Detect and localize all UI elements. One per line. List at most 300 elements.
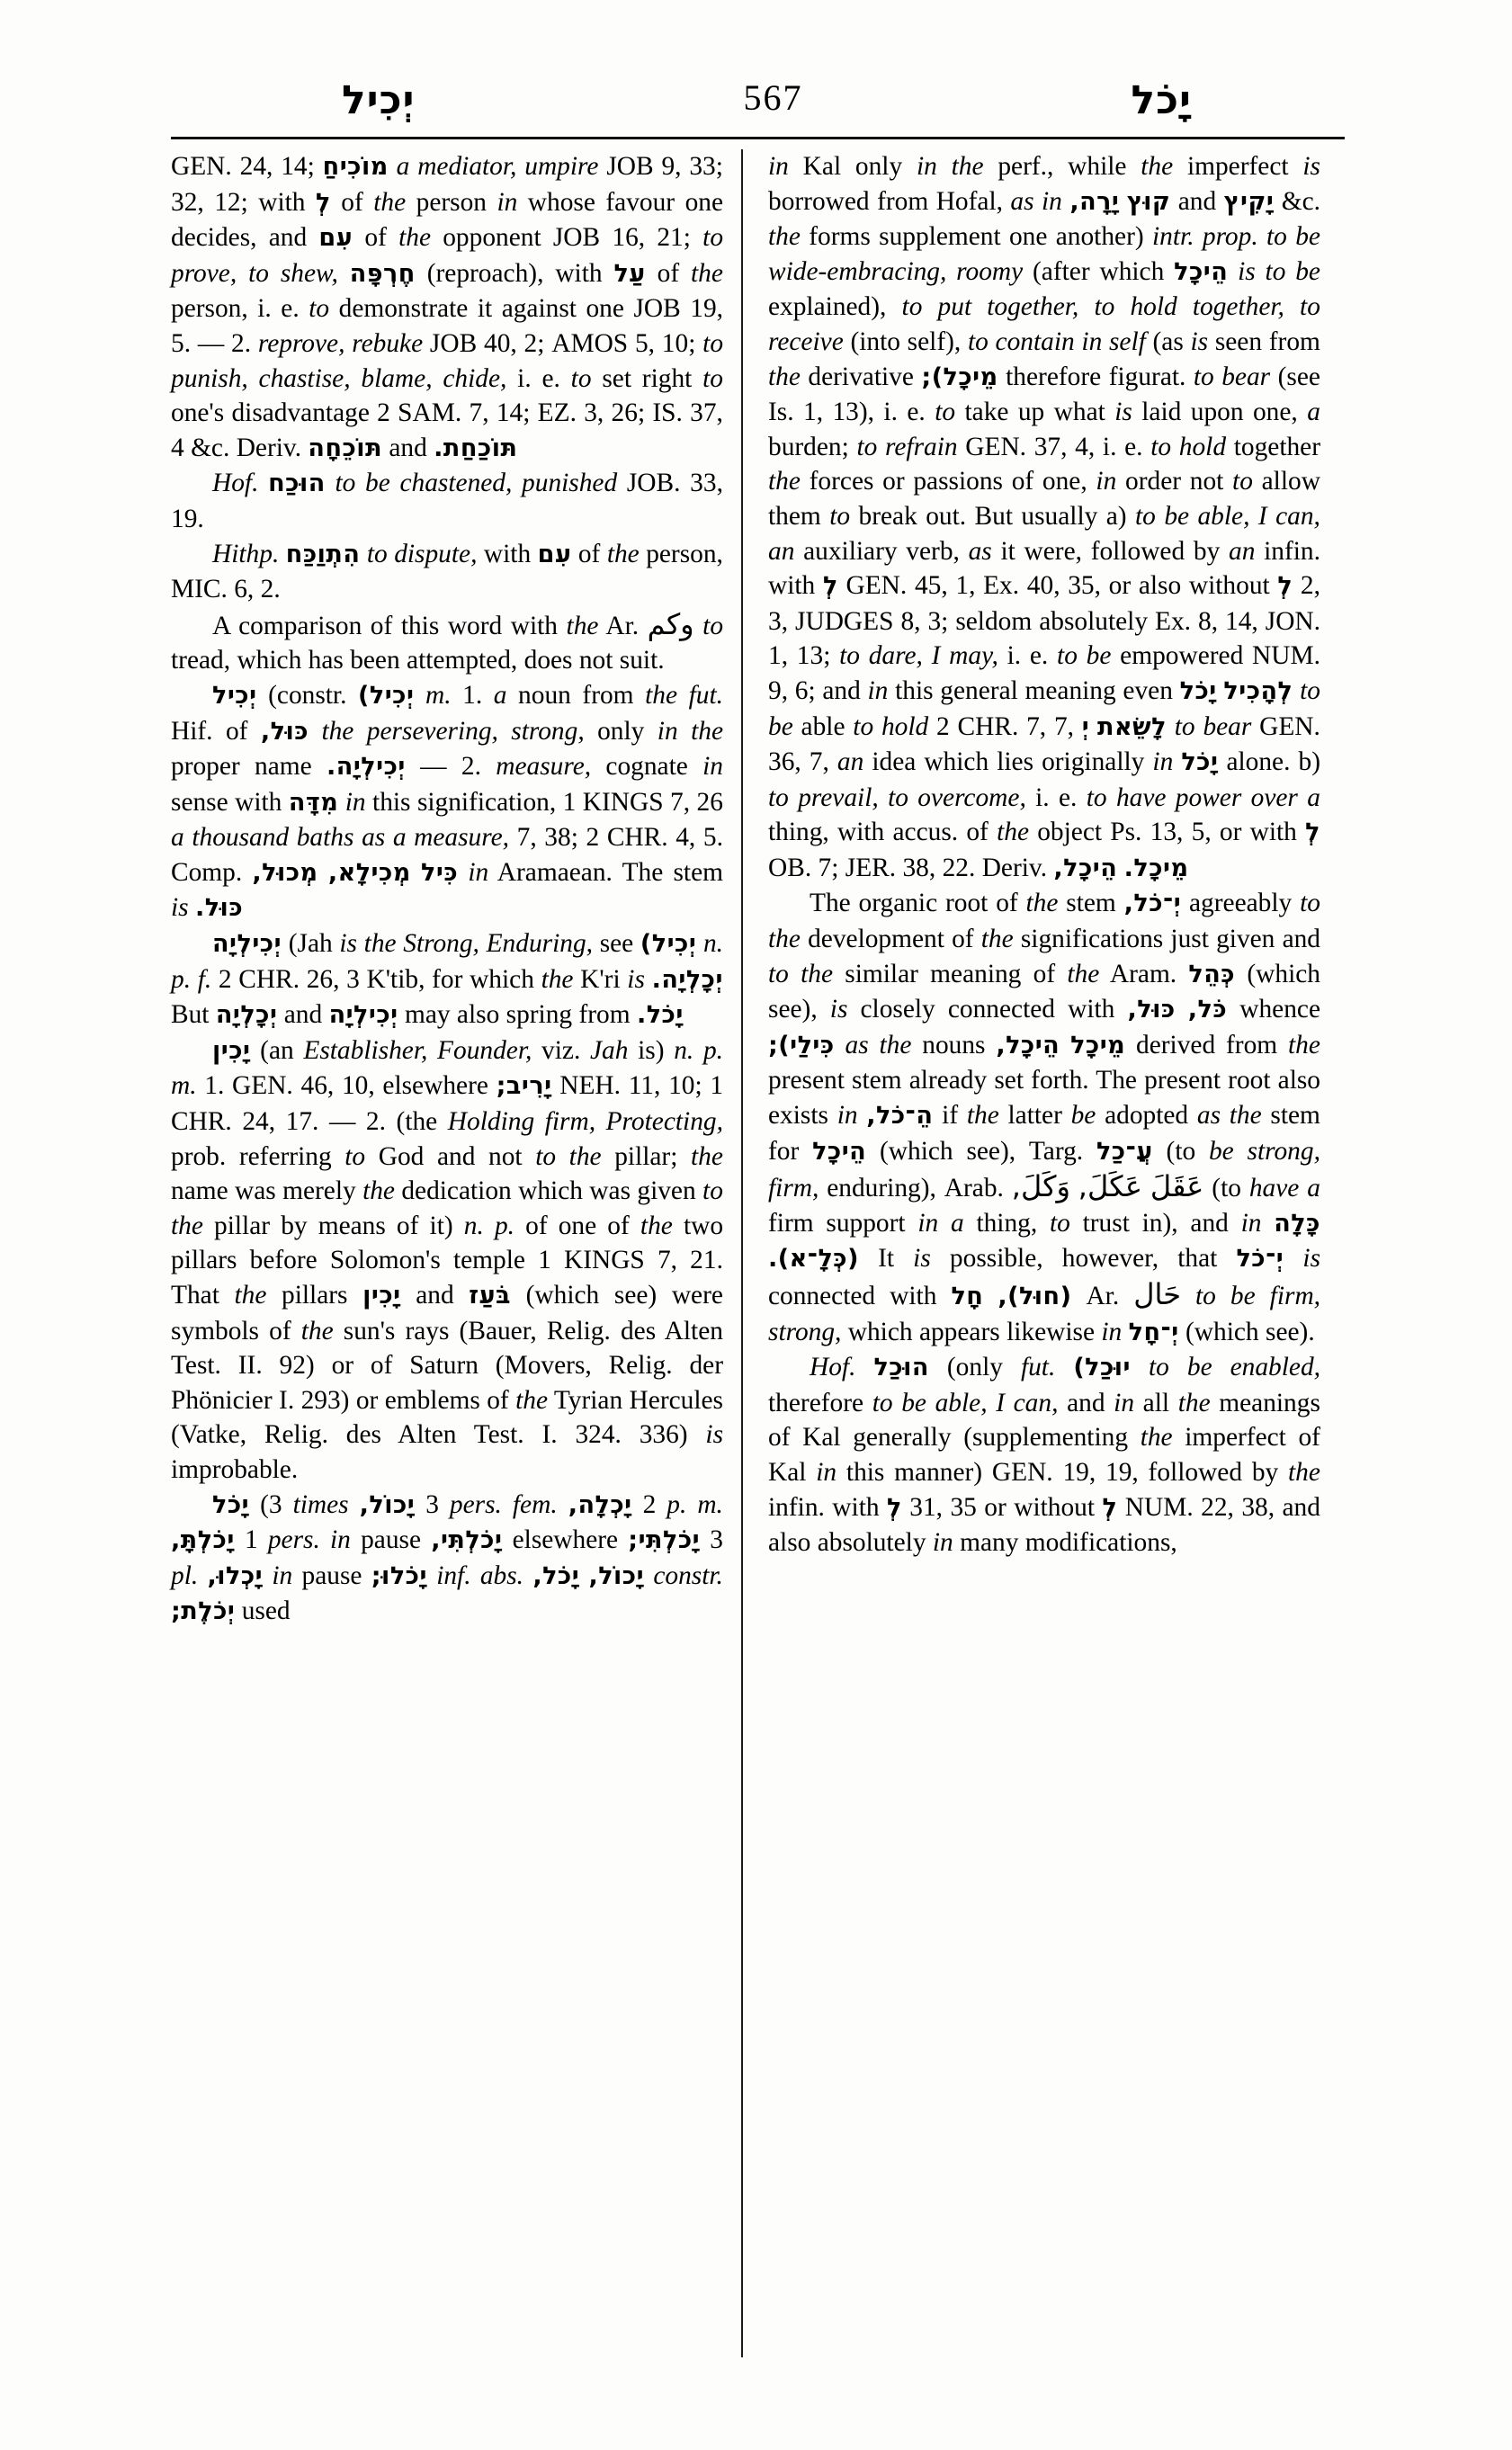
gloss-word: to (935, 398, 956, 427)
gloss-word: to (1265, 256, 1286, 286)
body-word: it (477, 294, 493, 324)
hebrew-word: כּוּל. (194, 894, 244, 923)
body-word: with (258, 187, 306, 217)
gloss-word: able, (1197, 501, 1250, 531)
hebrew-word: הוּכַל (873, 1354, 929, 1382)
gloss-word: is (627, 964, 645, 994)
gloss-word: dare, (868, 641, 923, 671)
body-word: 38, (902, 853, 936, 882)
citation-reference: GEN. (232, 1071, 293, 1101)
gloss-word: is (1238, 256, 1256, 286)
hebrew-word: יְ־כֹל, (1123, 890, 1182, 918)
body-word: stem (673, 857, 723, 887)
gloss-word: to (1300, 675, 1320, 705)
gloss-word: strong, (1247, 1136, 1320, 1166)
body-word: A (212, 611, 230, 640)
body-word: 33; (689, 152, 723, 181)
body-word: only (597, 716, 645, 746)
gloss-word: pers. (267, 1525, 320, 1555)
citation-reference: JOB (552, 223, 601, 253)
body-word: 2. (260, 575, 281, 604)
gloss-word: to (1193, 362, 1214, 391)
gloss-word: prop. (1202, 222, 1258, 252)
running-head-left-lemma: יְכִיל (342, 77, 416, 123)
body-word: Alten (398, 1420, 457, 1450)
gloss-word: in (816, 1457, 837, 1487)
hebrew-word: הוּכַח (268, 469, 326, 498)
body-word: of (269, 1316, 291, 1346)
body-word: from (877, 186, 929, 216)
citation-reference: NUM. (1252, 641, 1320, 671)
paragraph-kal-continuation (768, 149, 1320, 886)
body-word: which (1099, 256, 1165, 286)
gloss-word: mediator, (417, 152, 517, 181)
gloss-word: a (1307, 1174, 1320, 1203)
hebrew-word: קוּץ (1126, 187, 1171, 216)
citation-reference: CHR. (171, 1107, 232, 1137)
body-word: before (249, 1246, 318, 1275)
body-word: 3; (927, 606, 949, 636)
body-word: modifications, (1024, 1528, 1177, 1558)
body-word: 7, (809, 747, 829, 777)
body-word: pause (301, 1560, 362, 1590)
gloss-word: is (829, 995, 848, 1024)
hebrew-word: כָּלָה (1274, 1209, 1320, 1238)
gloss-word: to (570, 363, 592, 393)
body-word: (supplementing (963, 1423, 1129, 1453)
body-word: i. (517, 363, 532, 393)
body-word: 40, (1026, 571, 1060, 601)
body-word: comparison (238, 611, 362, 640)
body-word: It (878, 1244, 895, 1274)
body-word: order (1125, 467, 1182, 496)
citation-reference: OB. (768, 853, 812, 882)
body-word: of (396, 1211, 419, 1240)
gloss-word: to (702, 328, 724, 358)
body-word: 10, (341, 1071, 375, 1101)
body-word: 5, (1191, 818, 1212, 847)
body-word: (which (1185, 1317, 1259, 1346)
hebrew-word: יָכֹל, (532, 1561, 580, 1590)
body-word: a) (1105, 501, 1127, 531)
body-word: one, (1252, 398, 1298, 427)
body-word: elsewhere (382, 1071, 488, 1101)
body-word: 46, (300, 1071, 335, 1101)
body-word: accus. (892, 818, 959, 847)
body-word: while (1068, 152, 1127, 181)
hebrew-word: יְכִילְיָה (212, 930, 282, 959)
gloss-word: times (292, 1489, 349, 1519)
gloss-word: the (966, 1101, 999, 1131)
body-word: 37, (1033, 432, 1068, 461)
body-word: demonstrate (338, 294, 469, 324)
body-word: pillars (171, 1246, 237, 1275)
body-word: 3 (710, 1525, 723, 1555)
gloss-word: pl. (171, 1560, 199, 1590)
gloss-word: refrain (885, 432, 958, 461)
gloss-word: to (1150, 432, 1172, 461)
hebrew-word: יְ־כֹל (1236, 1245, 1284, 1274)
gloss-word: to (702, 363, 723, 393)
body-word: of (225, 716, 248, 746)
gloss-word: reprove, (257, 328, 345, 358)
body-word: this (845, 1457, 885, 1487)
gloss-word: thousand (192, 823, 290, 853)
body-word: against (501, 294, 577, 324)
body-word: of (768, 1423, 791, 1453)
body-word: see (599, 929, 634, 959)
gloss-word: the (1141, 152, 1174, 181)
body-word: by (1193, 536, 1221, 566)
body-word: 1 (244, 1525, 258, 1555)
body-word: of (370, 1351, 393, 1381)
body-word: thing, (976, 1208, 1038, 1238)
body-word: opponent (443, 223, 541, 253)
body-word: disadvantage (231, 398, 370, 428)
body-word: laid (1141, 398, 1182, 427)
gloss-word: to (1232, 467, 1253, 496)
gloss-word: chide, (443, 363, 507, 393)
gloss-word: in (1152, 747, 1174, 777)
gloss-word: be (365, 469, 390, 498)
gloss-word: hold (1130, 292, 1177, 322)
gloss-word: together, (987, 292, 1079, 322)
body-word: root (1228, 1066, 1271, 1095)
gloss-word: in (497, 187, 518, 217)
body-word: explained), (768, 292, 887, 322)
body-word: from (1268, 326, 1320, 356)
body-word: name (171, 1176, 228, 1206)
body-word: is) (638, 1035, 665, 1065)
body-word: 1 (562, 787, 577, 817)
body-word: 13; (796, 641, 831, 671)
body-word: 7; (818, 853, 839, 882)
hebrew-word: יְכִילְיָה. (327, 753, 406, 782)
body-word: 19, (1105, 1457, 1139, 1487)
body-word: meaning (1024, 675, 1116, 705)
body-word: e. (1124, 432, 1143, 461)
gloss-word: as (845, 1030, 869, 1060)
citation-reference: GEN. (991, 1457, 1053, 1487)
gloss-word: Establisher, (303, 1035, 428, 1065)
gloss-word: to (1149, 1353, 1169, 1382)
body-word: all (1142, 1388, 1170, 1417)
gloss-word: pers. (449, 1489, 502, 1519)
body-word: Relig. (264, 1420, 328, 1450)
body-word: latter (1007, 1101, 1062, 1131)
body-word: 8, (1198, 606, 1219, 636)
body-word: this (372, 787, 411, 817)
paragraph-hofal (171, 466, 723, 536)
body-word: 2 (936, 711, 950, 741)
gloss-word: a (392, 823, 407, 853)
gloss-word: contain (995, 326, 1075, 356)
gloss-word: the (398, 223, 431, 253)
body-word: with (1249, 818, 1297, 847)
body-word: 2. (231, 328, 252, 358)
running-head-right-lemma: יָכֹל (1131, 77, 1192, 123)
body-word: e. (1059, 782, 1078, 812)
body-word: and (1190, 1208, 1229, 1238)
gloss-word: in (768, 152, 789, 181)
gloss-word: to (901, 292, 923, 322)
body-word: 13), (832, 398, 874, 427)
hebrew-word: כִּיל (421, 858, 459, 887)
gloss-word: to (829, 501, 851, 531)
body-word: also (1277, 1066, 1320, 1095)
body-word: of (370, 611, 393, 640)
body-word: des (345, 1420, 381, 1450)
gloss-word: a (493, 680, 507, 710)
body-word: together (1233, 432, 1321, 461)
citation-reference: GEN. (965, 432, 1027, 461)
body-word: derived (1136, 1030, 1216, 1060)
body-word: 1, (955, 571, 976, 601)
citation-reference: GEN. (845, 571, 908, 601)
body-word: — (328, 1107, 356, 1137)
gloss-word: chastened, (399, 469, 513, 498)
body-word: followed (1090, 536, 1185, 566)
body-word: rays (405, 1316, 450, 1346)
body-word: which (847, 1317, 913, 1346)
gloss-word: together, (1192, 292, 1284, 322)
body-word: one (558, 1211, 597, 1240)
body-word: 12; (214, 187, 248, 217)
body-word: 19. (171, 504, 204, 533)
body-word: which (924, 747, 989, 777)
body-word: 17. (285, 1107, 319, 1137)
gloss-word: the (645, 680, 678, 710)
gloss-word: to (888, 782, 908, 812)
hebrew-word: יָכֹל (1179, 676, 1217, 705)
body-word: 2 (642, 1489, 657, 1519)
gloss-word: be (1070, 1101, 1096, 1131)
body-word: sun's (343, 1316, 396, 1346)
body-word: in), (1141, 1208, 1178, 1238)
body-word: The (810, 889, 851, 918)
gloss-word: to (853, 711, 874, 741)
body-word: were (671, 1281, 723, 1310)
body-word: were, (1024, 536, 1082, 566)
body-word: and (1282, 1492, 1320, 1522)
body-word: 3 (346, 964, 360, 994)
body-word: 14; (281, 152, 315, 181)
body-word: absolutely (817, 1528, 926, 1558)
gloss-word: in (837, 1101, 858, 1131)
body-word: from (1226, 1030, 1278, 1060)
citation-reference: AMOS (551, 328, 629, 358)
body-word: (Bauer, (459, 1316, 537, 1346)
gloss-word: to (1300, 292, 1320, 322)
paragraph-organic-root (768, 886, 1320, 1350)
hebrew-word: יְכִיל) (640, 930, 697, 959)
body-word: 16, (612, 223, 646, 253)
body-word: pillar (214, 1211, 271, 1240)
body-word: organic (858, 889, 938, 918)
gloss-word: the (801, 959, 834, 988)
body-word: merely (282, 1176, 356, 1206)
body-word: 3 (425, 1489, 439, 1519)
gloss-word: the (300, 1316, 334, 1346)
gloss-word: m. (171, 1071, 197, 1101)
body-word: Arab. (944, 1174, 1004, 1203)
gloss-word: a (950, 1208, 964, 1238)
body-word: 2 (218, 964, 232, 994)
citation-reference: JON. (1265, 606, 1321, 636)
citation-reference: MIC. (171, 575, 228, 604)
body-word: I. (541, 1420, 558, 1450)
body-word: manner) (894, 1457, 983, 1487)
body-word: take (964, 398, 1009, 427)
gloss-word: in (1081, 326, 1103, 356)
gloss-word: the (1288, 1457, 1320, 1487)
gloss-word: n. (674, 1035, 694, 1065)
body-word: already (908, 1066, 988, 1095)
gloss-word: be (1208, 1136, 1234, 1166)
hebrew-word: מֵיכָל); (921, 362, 998, 391)
gloss-word: to (535, 1141, 557, 1171)
body-word: exists (768, 1101, 828, 1131)
body-word: them (768, 501, 821, 531)
gloss-word: the (1025, 889, 1059, 918)
body-word: emblems (384, 1385, 480, 1415)
body-word: person, (646, 539, 723, 568)
gloss-word: receive (768, 326, 844, 356)
body-word: or (355, 1385, 379, 1415)
gloss-word: put (937, 292, 972, 322)
gloss-word: be (1086, 641, 1112, 671)
body-word: Phönicier (171, 1385, 273, 1415)
gloss-word: prove, (171, 258, 237, 288)
gloss-word: is (705, 1420, 724, 1450)
body-word: closely (860, 995, 935, 1024)
body-word: 4, (1075, 432, 1096, 461)
body-word: absolutely (1039, 606, 1149, 636)
gloss-word: to (702, 223, 724, 253)
body-word: Comp. (171, 857, 243, 887)
body-word: 7, (1053, 711, 1074, 741)
citation-reference: CHR. (957, 711, 1019, 741)
body-word: upon (1190, 398, 1244, 427)
body-word: But (171, 1000, 210, 1030)
body-word: 6; (794, 675, 816, 705)
body-word: (to (1212, 1174, 1241, 1203)
body-word: Ex. (983, 571, 1020, 601)
hebrew-word: כֹּל, (1187, 996, 1228, 1024)
body-word: 293) (300, 1385, 350, 1415)
body-word: person (416, 187, 487, 217)
hebrew-word: הֵיכָל (812, 1137, 867, 1166)
body-word: just (1170, 925, 1209, 954)
gloss-word: in (867, 675, 889, 705)
body-word: given (637, 1176, 696, 1206)
body-word: 45, (914, 571, 948, 601)
body-word: even (1123, 675, 1173, 705)
gloss-word: shew, (280, 258, 338, 288)
body-word: (after (1033, 256, 1090, 286)
gloss-word: I (1257, 501, 1267, 531)
body-word: with (555, 258, 603, 288)
body-word: with (510, 611, 559, 640)
body-word: out. (926, 501, 967, 531)
body-word: &c. (1281, 186, 1321, 216)
body-word: set (994, 1066, 1024, 1095)
body-word: (constr. (268, 680, 347, 710)
body-word: referring (238, 1141, 332, 1171)
gloss-word: able, (935, 1388, 988, 1417)
gloss-word: the (541, 964, 574, 994)
hebrew-word: כִּילַי); (768, 1031, 835, 1060)
body-word: name (255, 752, 312, 782)
gloss-word: p. (702, 1035, 723, 1065)
gloss-word: the (1177, 1388, 1211, 1417)
hebrew-word: תּוֹכֵחָה (308, 434, 383, 462)
citation-reference: GEN. (171, 152, 232, 181)
body-word: seldom (955, 606, 1033, 636)
hebrew-word: כּוּל, (1127, 996, 1176, 1024)
gloss-word: hold (1178, 432, 1227, 461)
hebrew-word: יְכָלְיָה (215, 1001, 278, 1030)
body-word: given (1216, 925, 1275, 954)
body-word: of (364, 223, 387, 253)
body-word: imperfect (1186, 152, 1289, 181)
body-word: adopted (1105, 1101, 1189, 1131)
hebrew-word: יָכְלוּ, (207, 1561, 264, 1590)
body-word: &c. (191, 433, 230, 462)
body-word: 4, (675, 823, 696, 853)
gloss-word: in (916, 152, 937, 181)
gloss-word: m. (425, 680, 452, 710)
body-word: Ar. (605, 611, 640, 640)
body-word: suit. (619, 646, 665, 675)
hebrew-word: (חוּל), (998, 1283, 1072, 1310)
gloss-word: the (691, 1141, 723, 1171)
body-word: Kal (802, 152, 842, 181)
gloss-word: the (606, 539, 640, 568)
body-word: of (1011, 467, 1034, 496)
body-word: 21; (657, 223, 691, 253)
body-word: (to (1166, 1136, 1196, 1166)
body-word: break (858, 501, 917, 531)
body-word: 2 (377, 398, 390, 428)
gloss-word: Hof. (810, 1353, 856, 1382)
body-word: viz. (541, 1035, 581, 1065)
gloss-word: prevail, (798, 782, 879, 812)
body-word: 1 (710, 1071, 724, 1101)
body-word: with (768, 571, 816, 601)
gloss-word: dispute, (394, 539, 478, 568)
gloss-word: Jah (590, 1035, 629, 1065)
gloss-word: be (1295, 222, 1320, 252)
body-word: i. (257, 294, 272, 324)
entry-yakin (171, 1033, 723, 1488)
body-word: 7, (1026, 711, 1047, 741)
gloss-word: the (997, 818, 1029, 847)
body-word: what (1053, 398, 1105, 427)
gloss-word: is (171, 893, 189, 923)
body-word: by (1251, 1457, 1279, 1487)
body-word: meaning (930, 959, 1022, 988)
body-word: or (882, 467, 905, 496)
entry-yekil (171, 678, 723, 926)
body-word: therefore (768, 1388, 864, 1417)
gloss-word: measure, (496, 752, 592, 782)
body-word: however, (1061, 1244, 1159, 1274)
body-word: 2. (461, 752, 481, 782)
gloss-word: the (768, 467, 801, 496)
body-word: empowered (1120, 641, 1244, 671)
gloss-word: p. (494, 1211, 514, 1240)
